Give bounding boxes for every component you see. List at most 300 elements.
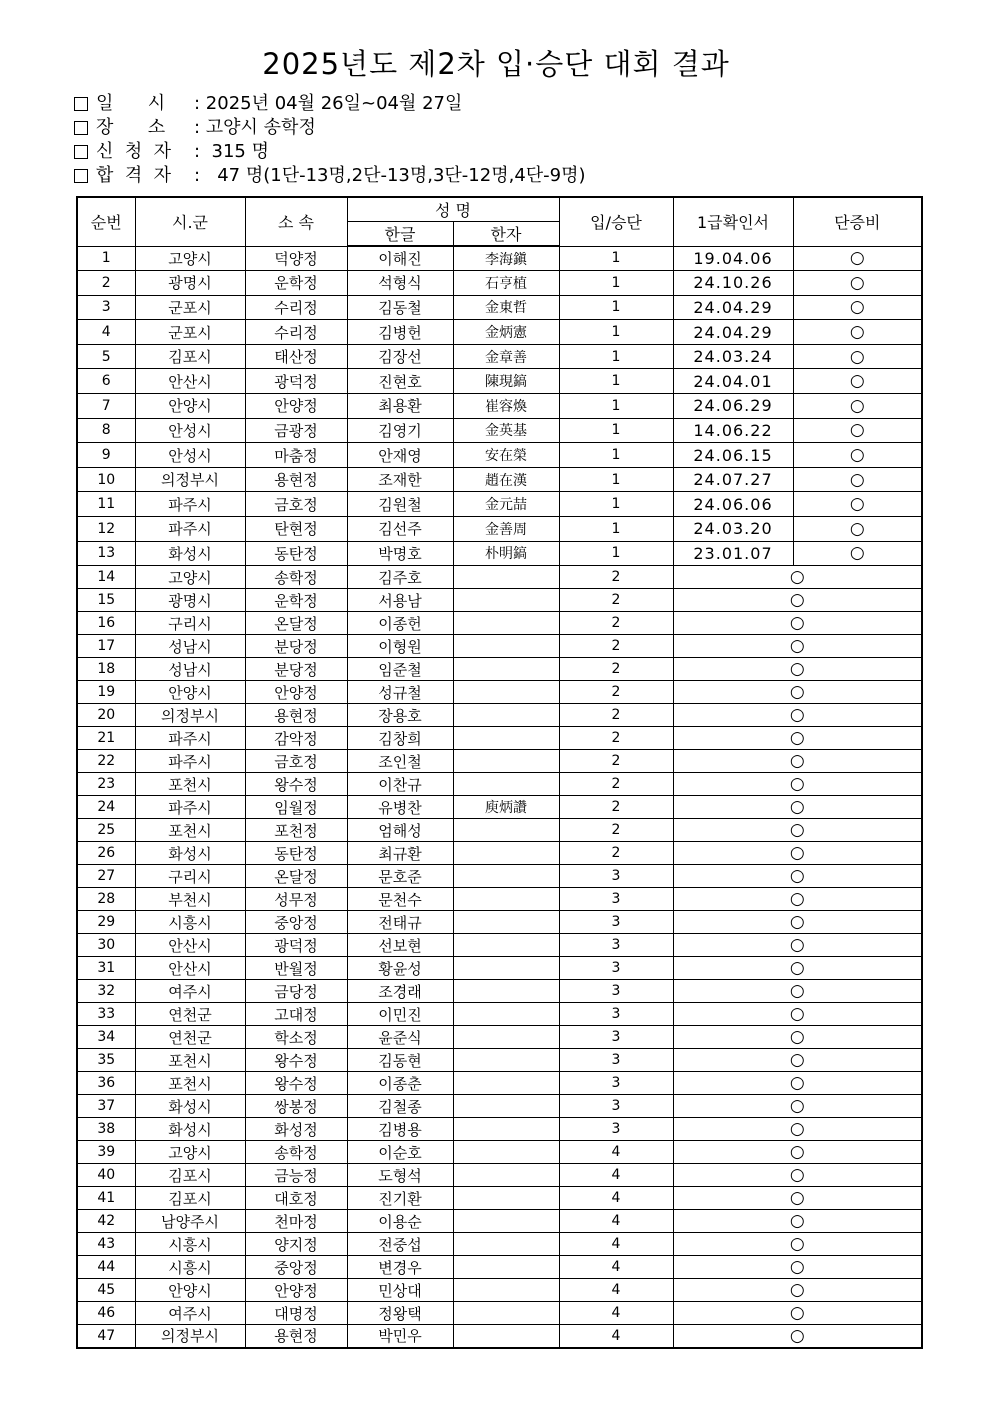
table-row <box>77 1026 922 1049</box>
table-row <box>77 566 922 589</box>
cell-club: 온달정 <box>245 612 347 635</box>
checkbox-icon <box>74 97 88 111</box>
cell-fee: ○ <box>673 1141 922 1164</box>
cell-dan: 2 <box>559 750 673 773</box>
cell-club: 왕수정 <box>245 1049 347 1072</box>
info-value: : 2025년 04월 26일~04월 27일 <box>194 93 463 114</box>
cell-city: 포천시 <box>135 1049 245 1072</box>
table-row <box>77 1072 922 1095</box>
cell-no: 5 <box>77 344 135 369</box>
table-row <box>77 727 922 750</box>
cell-city: 시흥시 <box>135 911 245 934</box>
cell-no: 13 <box>77 541 135 566</box>
cell-dan: 3 <box>559 888 673 911</box>
cell-cert: 24.04.29 <box>673 295 793 320</box>
cell-city: 의정부시 <box>135 467 245 492</box>
cell-fee: ○ <box>673 842 922 865</box>
cell-hanja <box>453 727 559 750</box>
cell-club: 양지정 <box>245 1233 347 1256</box>
cell-hanja: 金炳憲 <box>453 320 559 345</box>
cell-cert: 24.06.15 <box>673 443 793 468</box>
cell-hanja <box>453 934 559 957</box>
cell-fee: ○ <box>673 1026 922 1049</box>
cell-city: 파주시 <box>135 517 245 542</box>
cell-hanja: 崔容煥 <box>453 394 559 419</box>
cell-city: 파주시 <box>135 727 245 750</box>
cell-fee: ○ <box>673 957 922 980</box>
table-row <box>77 1049 922 1072</box>
cell-no: 44 <box>77 1256 135 1279</box>
cell-city: 여주시 <box>135 980 245 1003</box>
cell-city: 안산시 <box>135 369 245 394</box>
cell-club: 탄현정 <box>245 517 347 542</box>
cell-fee: ○ <box>673 727 922 750</box>
table-row <box>77 1210 922 1233</box>
cell-fee: ○ <box>673 888 922 911</box>
info-label: 장 소 <box>96 117 166 138</box>
cell-cert: 24.07.27 <box>673 467 793 492</box>
cell-no: 42 <box>77 1210 135 1233</box>
cell-dan: 1 <box>559 517 673 542</box>
cell-fee: ○ <box>793 394 922 419</box>
cell-hangul: 전중섭 <box>347 1233 453 1256</box>
cell-hangul: 이형원 <box>347 635 453 658</box>
cell-city: 고양시 <box>135 566 245 589</box>
cell-hanja: 金善周 <box>453 517 559 542</box>
cell-hangul: 조경래 <box>347 980 453 1003</box>
cell-hangul: 김선주 <box>347 517 453 542</box>
cell-dan: 4 <box>559 1187 673 1210</box>
cell-fee: ○ <box>793 344 922 369</box>
page-title: 2025년도 제2차 입·승단 대회 결과 <box>262 47 730 81</box>
cell-hangul: 안재영 <box>347 443 453 468</box>
cell-hanja: 金章善 <box>453 344 559 369</box>
info-value: : 315 명 <box>194 141 269 162</box>
cell-no: 7 <box>77 394 135 419</box>
cell-city: 파주시 <box>135 492 245 517</box>
cell-club: 온달정 <box>245 865 347 888</box>
table-row <box>77 934 922 957</box>
table-row <box>77 911 922 934</box>
cell-club: 동탄정 <box>245 541 347 566</box>
cell-club: 중앙정 <box>245 911 347 934</box>
cell-no: 38 <box>77 1118 135 1141</box>
cell-club: 천마정 <box>245 1210 347 1233</box>
cell-hanja <box>453 865 559 888</box>
cell-club: 금능정 <box>245 1164 347 1187</box>
cell-no: 21 <box>77 727 135 750</box>
cell-no: 37 <box>77 1095 135 1118</box>
cell-hanja <box>453 612 559 635</box>
table-row <box>77 819 922 842</box>
cell-hanja <box>453 681 559 704</box>
cell-city: 안산시 <box>135 957 245 980</box>
cell-city: 성남시 <box>135 658 245 681</box>
cell-hanja <box>453 1302 559 1325</box>
cell-dan: 3 <box>559 1026 673 1049</box>
cell-hanja <box>453 1049 559 1072</box>
cell-hanja <box>453 750 559 773</box>
cell-club: 임월정 <box>245 796 347 819</box>
info-value: : 47 명(1단-13명,2단-13명,3단-12명,4단-9명) <box>194 165 586 186</box>
cell-dan: 2 <box>559 566 673 589</box>
cell-club: 안양정 <box>245 1279 347 1302</box>
cell-hanja <box>453 1072 559 1095</box>
cell-dan: 2 <box>559 589 673 612</box>
cell-club: 중앙정 <box>245 1256 347 1279</box>
cell-no: 27 <box>77 865 135 888</box>
cell-no: 14 <box>77 566 135 589</box>
cell-city: 안산시 <box>135 934 245 957</box>
table-row <box>77 1256 922 1279</box>
info-value: : 고양시 송학정 <box>194 117 316 138</box>
cell-dan: 2 <box>559 612 673 635</box>
cell-hanja: 金英基 <box>453 418 559 443</box>
cell-hangul: 선보현 <box>347 934 453 957</box>
cell-hangul: 민상대 <box>347 1279 453 1302</box>
cell-hangul: 김동현 <box>347 1049 453 1072</box>
table-row <box>77 1141 922 1164</box>
cell-club: 운학정 <box>245 589 347 612</box>
cell-club: 포천정 <box>245 819 347 842</box>
cell-cert: 24.06.29 <box>673 394 793 419</box>
cell-fee: ○ <box>793 467 922 492</box>
cell-city: 광명시 <box>135 271 245 296</box>
cell-hangul: 도형석 <box>347 1164 453 1187</box>
table-row <box>77 467 922 492</box>
cell-city: 여주시 <box>135 1302 245 1325</box>
cell-dan: 3 <box>559 1118 673 1141</box>
cell-no: 4 <box>77 320 135 345</box>
cell-hanja <box>453 589 559 612</box>
cell-hanja <box>453 888 559 911</box>
cell-club: 금광정 <box>245 418 347 443</box>
cell-club: 왕수정 <box>245 1072 347 1095</box>
cell-hanja <box>453 658 559 681</box>
cell-hangul: 최규환 <box>347 842 453 865</box>
table-row <box>77 246 922 271</box>
cell-hanja <box>453 704 559 727</box>
cell-fee: ○ <box>673 1210 922 1233</box>
cell-hanja: 庾炳讚 <box>453 796 559 819</box>
table-row <box>77 1325 922 1348</box>
cell-hangul: 이찬규 <box>347 773 453 796</box>
table-row <box>77 635 922 658</box>
cell-club: 대호정 <box>245 1187 347 1210</box>
cell-hanja <box>453 773 559 796</box>
cell-fee: ○ <box>673 796 922 819</box>
cell-dan: 2 <box>559 658 673 681</box>
cell-hanja <box>453 1003 559 1026</box>
cell-fee: ○ <box>673 750 922 773</box>
cell-hangul: 박명호 <box>347 541 453 566</box>
cell-city: 연천군 <box>135 1003 245 1026</box>
cell-hanja <box>453 1164 559 1187</box>
cell-hangul: 조인철 <box>347 750 453 773</box>
cell-no: 24 <box>77 796 135 819</box>
cell-dan: 1 <box>559 295 673 320</box>
cell-hanja <box>453 1256 559 1279</box>
cell-dan: 4 <box>559 1164 673 1187</box>
cell-no: 15 <box>77 589 135 612</box>
cell-no: 45 <box>77 1279 135 1302</box>
cell-city: 안성시 <box>135 418 245 443</box>
cell-dan: 1 <box>559 320 673 345</box>
cell-no: 47 <box>77 1325 135 1348</box>
cell-fee: ○ <box>673 612 922 635</box>
cell-fee: ○ <box>673 1003 922 1026</box>
cell-club: 동탄정 <box>245 842 347 865</box>
cell-no: 31 <box>77 957 135 980</box>
cell-no: 8 <box>77 418 135 443</box>
cell-hangul: 유병찬 <box>347 796 453 819</box>
cell-hanja <box>453 1233 559 1256</box>
cell-no: 33 <box>77 1003 135 1026</box>
info-label: 일 시 <box>96 93 166 114</box>
cell-dan: 4 <box>559 1325 673 1348</box>
cell-no: 2 <box>77 271 135 296</box>
cell-no: 32 <box>77 980 135 1003</box>
cell-no: 36 <box>77 1072 135 1095</box>
cell-club: 수리정 <box>245 295 347 320</box>
cell-dan: 3 <box>559 1072 673 1095</box>
cell-city: 고양시 <box>135 1141 245 1164</box>
cell-hangul: 이순호 <box>347 1141 453 1164</box>
info-label: 합 격 자 <box>96 165 172 186</box>
cell-city: 남양주시 <box>135 1210 245 1233</box>
cell-hangul: 석형식 <box>347 271 453 296</box>
cell-club: 쌍봉정 <box>245 1095 347 1118</box>
cell-dan: 3 <box>559 865 673 888</box>
cell-fee: ○ <box>673 773 922 796</box>
cell-dan: 4 <box>559 1279 673 1302</box>
cell-hangul: 문호준 <box>347 865 453 888</box>
table-row <box>77 492 922 517</box>
cell-club: 감악정 <box>245 727 347 750</box>
cell-city: 화성시 <box>135 842 245 865</box>
table-row <box>77 1279 922 1302</box>
cell-no: 1 <box>77 246 135 271</box>
cell-hanja: 陳現鎬 <box>453 369 559 394</box>
cell-hanja <box>453 1095 559 1118</box>
cell-city: 김포시 <box>135 344 245 369</box>
cell-club: 금호정 <box>245 492 347 517</box>
info-place <box>74 116 586 140</box>
cell-fee: ○ <box>673 934 922 957</box>
cell-hanja <box>453 1325 559 1348</box>
cell-city: 안양시 <box>135 394 245 419</box>
cell-cert: 24.04.01 <box>673 369 793 394</box>
cell-fee: ○ <box>673 1187 922 1210</box>
cell-fee: ○ <box>673 1233 922 1256</box>
cell-club: 대명정 <box>245 1302 347 1325</box>
cell-hangul: 김원철 <box>347 492 453 517</box>
cell-no: 40 <box>77 1164 135 1187</box>
table-row <box>77 681 922 704</box>
cell-hanja <box>453 1118 559 1141</box>
cell-city: 화성시 <box>135 1095 245 1118</box>
header-club: 소 속 <box>245 197 347 246</box>
cell-hangul: 윤준식 <box>347 1026 453 1049</box>
cell-fee: ○ <box>793 517 922 542</box>
cell-city: 군포시 <box>135 295 245 320</box>
cell-dan: 1 <box>559 394 673 419</box>
cell-dan: 1 <box>559 271 673 296</box>
cell-fee: ○ <box>673 681 922 704</box>
table-row <box>77 418 922 443</box>
cell-city: 광명시 <box>135 589 245 612</box>
cell-hangul: 김철종 <box>347 1095 453 1118</box>
cell-dan: 2 <box>559 796 673 819</box>
info-applicants <box>74 140 586 164</box>
cell-club: 용현정 <box>245 467 347 492</box>
cell-dan: 2 <box>559 635 673 658</box>
table-row <box>77 957 922 980</box>
cell-city: 구리시 <box>135 865 245 888</box>
header-fee: 단증비 <box>793 197 922 246</box>
cell-city: 의정부시 <box>135 704 245 727</box>
cell-no: 29 <box>77 911 135 934</box>
cell-city: 시흥시 <box>135 1233 245 1256</box>
cell-club: 용현정 <box>245 1325 347 1348</box>
cell-city: 포천시 <box>135 819 245 842</box>
cell-city: 파주시 <box>135 750 245 773</box>
cell-city: 구리시 <box>135 612 245 635</box>
cell-city: 의정부시 <box>135 1325 245 1348</box>
cell-city: 포천시 <box>135 773 245 796</box>
cell-club: 광덕정 <box>245 934 347 957</box>
cell-club: 화성정 <box>245 1118 347 1141</box>
cell-fee: ○ <box>673 1049 922 1072</box>
cell-no: 34 <box>77 1026 135 1049</box>
cell-hanja <box>453 957 559 980</box>
cell-no: 28 <box>77 888 135 911</box>
cell-dan: 1 <box>559 492 673 517</box>
cell-club: 분당정 <box>245 635 347 658</box>
table-row <box>77 865 922 888</box>
cell-hanja <box>453 1279 559 1302</box>
table-row <box>77 589 922 612</box>
cell-hanja <box>453 1026 559 1049</box>
cell-fee: ○ <box>793 320 922 345</box>
cell-dan: 3 <box>559 1049 673 1072</box>
cell-club: 수리정 <box>245 320 347 345</box>
cell-no: 3 <box>77 295 135 320</box>
cell-club: 태산정 <box>245 344 347 369</box>
table-row <box>77 1302 922 1325</box>
cell-dan: 1 <box>559 344 673 369</box>
cell-hanja <box>453 566 559 589</box>
cell-city: 고양시 <box>135 246 245 271</box>
table-row <box>77 612 922 635</box>
cell-no: 17 <box>77 635 135 658</box>
cell-hanja: 李海鎭 <box>453 246 559 271</box>
cell-cert: 24.03.24 <box>673 344 793 369</box>
cell-fee: ○ <box>793 541 922 566</box>
cell-no: 25 <box>77 819 135 842</box>
table-row <box>77 541 922 566</box>
header-name: 성 명 <box>347 197 559 222</box>
cell-city: 화성시 <box>135 541 245 566</box>
cell-fee: ○ <box>673 1095 922 1118</box>
cell-hanja <box>453 1210 559 1233</box>
header-cert: 1급확인서 <box>673 197 793 246</box>
cell-fee: ○ <box>673 589 922 612</box>
cell-no: 39 <box>77 1141 135 1164</box>
cell-club: 고대정 <box>245 1003 347 1026</box>
cell-no: 26 <box>77 842 135 865</box>
cell-cert: 24.04.29 <box>673 320 793 345</box>
cell-hangul: 임준철 <box>347 658 453 681</box>
cell-hangul: 김장선 <box>347 344 453 369</box>
cell-club: 송학정 <box>245 566 347 589</box>
cell-hangul: 전태규 <box>347 911 453 934</box>
table-row <box>77 980 922 1003</box>
cell-city: 화성시 <box>135 1118 245 1141</box>
cell-fee: ○ <box>673 1325 922 1348</box>
cell-cert: 24.10.26 <box>673 271 793 296</box>
info-block <box>74 92 586 188</box>
cell-city: 김포시 <box>135 1164 245 1187</box>
cell-dan: 4 <box>559 1141 673 1164</box>
cell-hangul: 이민진 <box>347 1003 453 1026</box>
cell-dan: 1 <box>559 541 673 566</box>
cell-no: 18 <box>77 658 135 681</box>
cell-fee: ○ <box>673 1302 922 1325</box>
info-passed <box>74 164 586 188</box>
cell-fee: ○ <box>793 369 922 394</box>
cell-cert: 14.06.22 <box>673 418 793 443</box>
cell-dan: 2 <box>559 681 673 704</box>
cell-hangul: 이용순 <box>347 1210 453 1233</box>
cell-city: 시흥시 <box>135 1256 245 1279</box>
cell-dan: 2 <box>559 773 673 796</box>
cell-cert: 19.04.06 <box>673 246 793 271</box>
cell-cert: 23.01.07 <box>673 541 793 566</box>
cell-hangul: 최용환 <box>347 394 453 419</box>
cell-city: 김포시 <box>135 1187 245 1210</box>
table-row <box>77 773 922 796</box>
header-dan: 입/승단 <box>559 197 673 246</box>
cell-hanja: 金元喆 <box>453 492 559 517</box>
cell-hangul: 박민우 <box>347 1325 453 1348</box>
table-row <box>77 320 922 345</box>
results-body <box>77 246 922 1348</box>
cell-hangul: 변경우 <box>347 1256 453 1279</box>
cell-dan: 3 <box>559 1095 673 1118</box>
cell-city: 안양시 <box>135 681 245 704</box>
cell-club: 분당정 <box>245 658 347 681</box>
cell-hanja: 安在榮 <box>453 443 559 468</box>
cell-dan: 1 <box>559 467 673 492</box>
table-row <box>77 517 922 542</box>
cell-fee: ○ <box>673 704 922 727</box>
checkbox-icon <box>74 145 88 159</box>
cell-hangul: 김병용 <box>347 1118 453 1141</box>
cell-fee: ○ <box>673 1164 922 1187</box>
cell-hanja <box>453 1187 559 1210</box>
cell-hanja <box>453 635 559 658</box>
cell-hangul: 장용호 <box>347 704 453 727</box>
cell-no: 43 <box>77 1233 135 1256</box>
table-row <box>77 369 922 394</box>
info-label: 신 청 자 <box>96 141 172 162</box>
cell-fee: ○ <box>673 819 922 842</box>
cell-club: 광덕정 <box>245 369 347 394</box>
cell-hangul: 성규철 <box>347 681 453 704</box>
cell-city: 파주시 <box>135 796 245 819</box>
cell-hangul: 진현호 <box>347 369 453 394</box>
